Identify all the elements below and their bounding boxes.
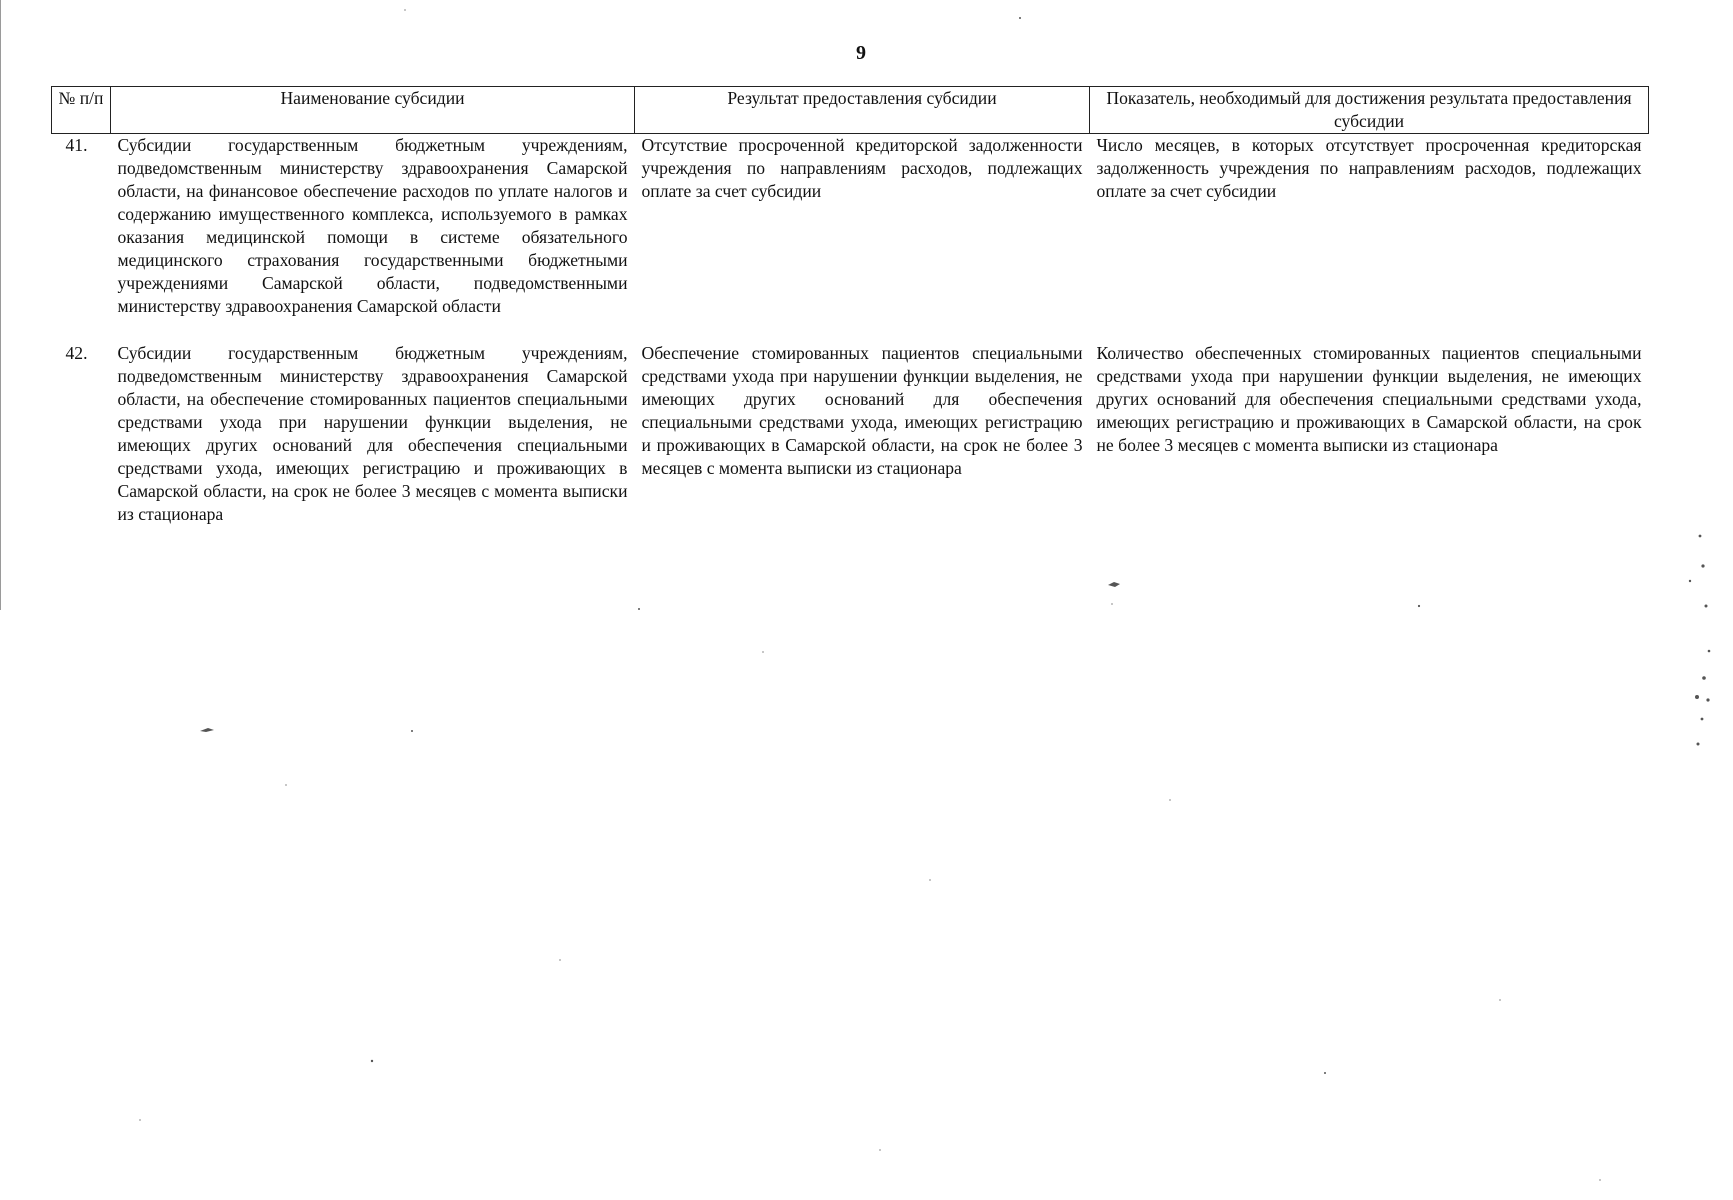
scan-speck — [1599, 1179, 1601, 1181]
subsidies-table — [51, 86, 1649, 526]
header-number: № п/п — [52, 87, 111, 134]
scan-speck — [411, 730, 413, 732]
indicator-cell: Количество обеспеченных стомированных пациентов специальными средствами ухода при нарушении функции выделения, не имеющих других оснований для обеспечения специальными средствами ухода, имеющих регистрацию и проживающих в Самарской области, на срок не более 3 месяцев с момента выписки из стационара — [1096, 343, 1642, 455]
scan-speck — [139, 1119, 141, 1121]
subsidy-name-cell: Субсидии государственным бюджетным учреждениям, подведомственным министерству здравоохранения Самарской области, на обеспечение стомированных пациентов специальными средствами ухода при нарушении функции выделения, не имеющих других оснований для обеспечения специальными средствами ухода, имеющих регистрацию и проживающих в Самарской области, на срок не более 3 месяцев с момента выписки из стационара — [117, 343, 628, 524]
scan-speck — [371, 1060, 373, 1062]
header-subsidy-name: Наименование субсидии — [111, 87, 635, 134]
header-indicator: Показатель, необходимый для достижения результата предоставления субсидии — [1090, 87, 1649, 134]
scan-speck — [200, 728, 214, 732]
result-cell: Отсутствие просроченной кредиторской задолженности учреждения по направлениям расходов, подлежащих оплате за счет субсидии — [641, 135, 1083, 201]
scan-edge-line — [0, 0, 1, 610]
scan-speck — [1701, 564, 1704, 567]
scan-speck — [638, 608, 640, 610]
scan-speck — [1111, 603, 1113, 605]
scan-speck — [1702, 676, 1706, 680]
scan-speck — [1108, 582, 1120, 587]
scan-speck — [1706, 698, 1709, 701]
scan-speck — [1689, 580, 1691, 582]
scan-speck — [879, 1149, 881, 1151]
row-number: 41. — [65, 135, 88, 155]
scan-speck — [762, 651, 764, 653]
scan-speck — [1705, 605, 1708, 608]
scan-speck — [1708, 650, 1711, 653]
subsidy-name-cell: Субсидии государственным бюджетным учреждениям, подведомственным министерству здравоохранения Самарской области, на финансовое обеспечение расходов по уплате налогов и содержанию имущественного комплекса, используемого в рамках оказания медицинской помощи в системе обязательного медицинского страхования государственными бюджетными учреждениями Самарской области, подведомственными министерству здравоохранения Самарской области — [117, 135, 628, 316]
scan-speck — [1695, 695, 1699, 699]
scan-speck — [1019, 17, 1021, 19]
scan-speck — [1701, 718, 1704, 721]
row-number: 42. — [65, 343, 88, 363]
page-number: 9 — [856, 42, 866, 64]
indicator-cell: Число месяцев, в которых отсутствует просроченная кредиторская задолженность учреждения по направлениям расходов, подлежащих оплате за счет субсидии — [1096, 135, 1642, 201]
scan-speck — [1499, 999, 1501, 1001]
scan-speck — [1699, 535, 1702, 538]
header-result: Результат предоставления субсидии — [635, 87, 1090, 134]
scan-speck — [285, 784, 287, 786]
scan-speck — [929, 879, 931, 881]
scan-speck — [1169, 799, 1171, 801]
scan-speck — [1418, 605, 1420, 607]
table-header-row — [52, 87, 1649, 134]
table-row — [52, 342, 1649, 526]
result-cell: Обеспечение стомированных пациентов специальными средствами ухода при нарушении функции выделения, не имеющих других оснований для обеспечения специальными средствами ухода, имеющих регистрацию и проживающих в Самарской области, на срок не более 3 месяцев с момента выписки из стационара — [641, 343, 1083, 478]
scan-speck — [1324, 1072, 1326, 1074]
scan-speck — [559, 959, 561, 961]
scan-speck — [404, 9, 406, 11]
scan-speck — [1697, 743, 1700, 746]
table-row — [52, 134, 1649, 343]
